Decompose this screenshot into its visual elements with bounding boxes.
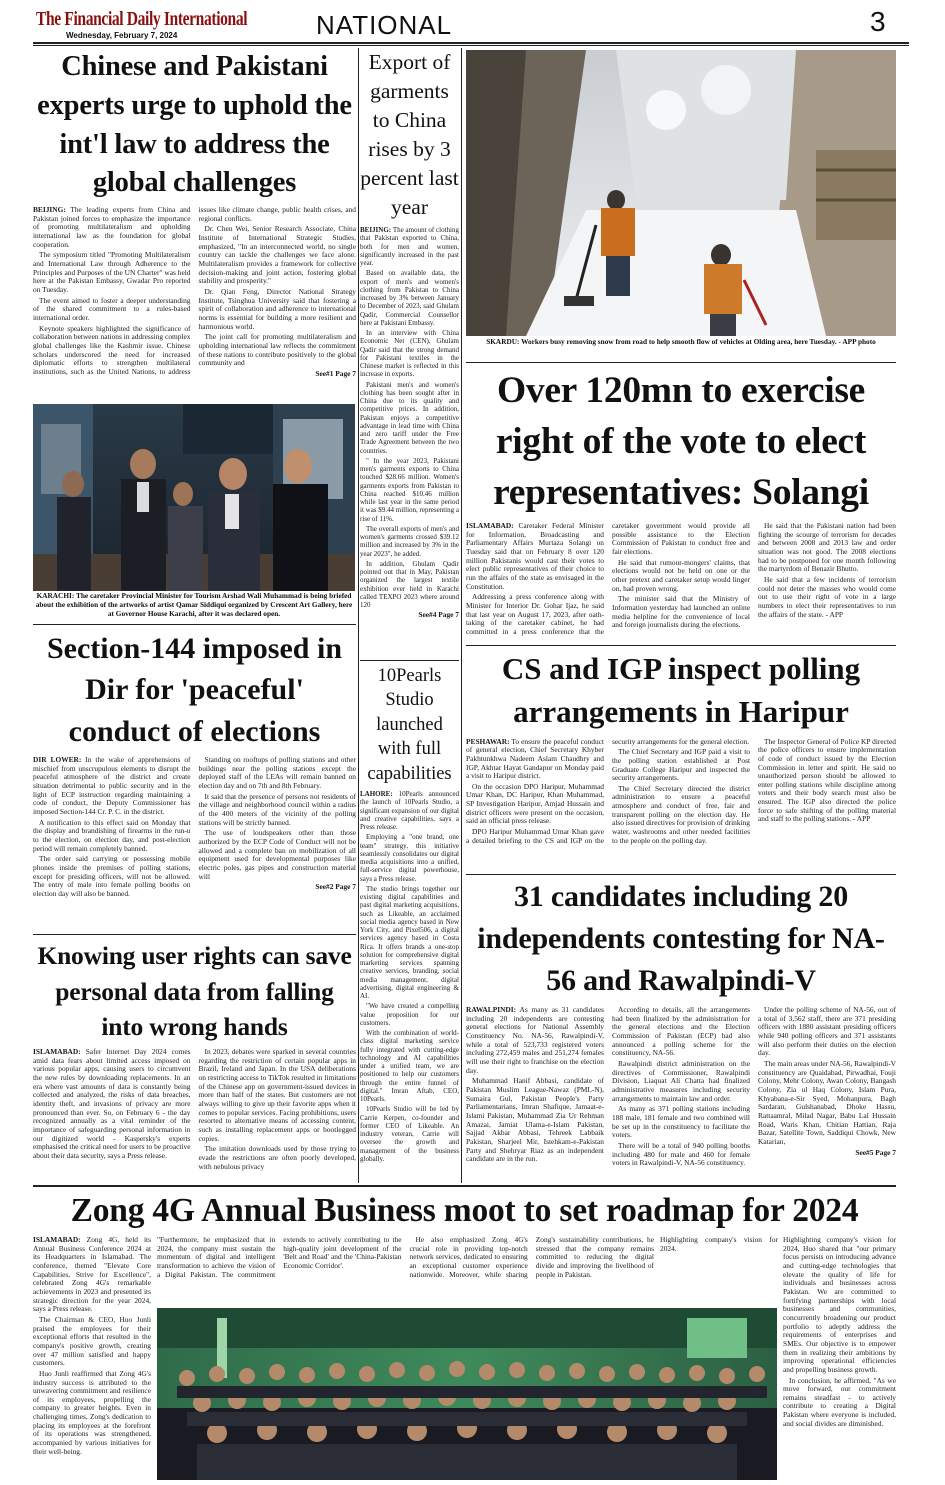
zong-col-1: ISLAMABAD: Zong 4G, held its Annual Business Conference 2024 at its Headquarters in Islamabad. The conference, themed "Elevate Core Capabilities, Strive for Excellence", celebrated Zong 4G's remarkable achievements in 2023 and presented its strategic direction for the year 2024, says a Press release. The Chairman & CEO, Huo Junli praised the employees for their exceptional efforts that resulted in the company's positive growth, creating over 47 million satisfied and happy customers. Huo Junli reaffirmed that Zong 4G's industry success is attributed to the unwavering commitment and resilience of its employees, propelling the company to greater heights. Even in challenging times, Zong's dedication to placing its employees at the forefront of its operations was strengthened, accompanied by various initiatives for their well-being. [33, 1236, 151, 1456]
dateline: ISLAMABAD: [33, 1236, 81, 1244]
headline: 31 candidates including 20 independents contesting for NA-56 and Rawalpindi-V [477, 880, 885, 997]
page-number: 3 [870, 6, 886, 37]
headline: CS and IGP inspect polling arrangements in Haripur [501, 651, 861, 729]
article-body: LAHORE: 10Pearls announced the launch of 10Pearls Studio, a significant expansion of our digital and creative capabilities, says a Press release. Employing a "one brand, one team" strategy, this initiative seamlessly consolidates our digital media acquisitions into a unified, full-service digital powerhouse, says a Press release. The studio brings together our existing digital capabilities and past digital marketing acquisitions, such as Likeable, an acclaimed social media agency based in New York City, and Pixel506, a digital services agency based in Costa Rica. It offers brands a one-stop solution for comprehensive digital marketing services spanning creative services, branding, social media management, digital advertising, digital engineering & AI. "We have created a compelling value proposition for our customers. With the combination of world-class digital marketing service fully integrated with cutting-edge technology and AI capabilities under a unified team, we are positioned to help our customers through the entire funnel of digital." Imran Aftab, CEO, 10Pearls. 10Pearls Studio will be led by Carrie Kerpen, co-founder and former CEO of Likeable. An industry veteran, Carrie will oversee the growth and management of the business globally. [360, 790, 459, 1163]
see-page-link[interactable]: See#2 Page 7 [315, 882, 356, 892]
dateline: ISLAMABAD: [33, 1047, 81, 1057]
article-china-pakistan-experts [33, 48, 356, 398]
headline: 10Pearls Studio launched with full capabilities [367, 666, 452, 784]
zong-col-6: Highlighting company's vision for 2024. [660, 1236, 778, 1253]
dateline: ISLAMABAD: [466, 521, 514, 530]
zong-col-last: Highlighting company's vision for 2024, Huo shared that "our primary focus persists on introducing advance and cutting-edge technologies that elevate the quality of life for individuals and businesses across Pakistan. We are committed to fortifying partnerships with local businesses and communities, concurrently broadening our product portfolio to adeptly address the requirements of enterprises and SMEs. Our objective is to empower them in realizing their ambitions by improving operational efficiencies and propelling business growth. In conclusion, he affirmed, "As we move forward, our commitment remains steadfast - to actively contribute to creating a Digital Pakistan where everyone is included, and social divides are diminished. [783, 1236, 896, 1428]
issue-date: Wednesday, February 7, 2024 [66, 31, 178, 40]
divider [33, 934, 356, 935]
masthead [0, 0, 945, 46]
masthead-rule-thin [33, 45, 909, 46]
headline: Section-144 imposed in Dir for 'peaceful' conduct of elections [46, 632, 343, 748]
article-body: BEIJING: The leading experts from China and Pakistan joined forces to emphasize the importance of promoting multilateralism and upholding international law as the foundation for global cooperation. The symposium titled "Promoting Multilateralism and International Law through Adherence to the Principles and Purposes of the UN Charter" was held here at the Pakistan Embassy, Gwadar Pro reported on Tuesday. The event aimed to foster a deeper understanding of the shared commitment to a rules-based international order. Keynote speakers highlighted the significance of collaboration between nations in addressing complex global challenges like the Kashmir issue. Chinese scholars underscored the need for increased diplomatic efforts to strengthen multilateral institutions, such as the United Nations, to address issues like climate change, public health crises, and regional conflicts. Dr. Chen Wei, Senior Research Associate, China Institute of International Strategic Studies, emphasized, "In an interconnected world, no single country can tackle the challenges we face alone. Multilateralism provides a framework for collective decision-making and joint action, fostering global stability and prosperity." Dr. Qian Feng, Director National Strategy Institute, Tsinghua University said that fostering a spirit of collaboration and adherence to international norms is essential for building a more resilient and harmonious world. The joint call for promoting multilateralism and upholding international law reflects the commitment of these nations to contribute positively to the global community and See#1 Page 7 [33, 205, 356, 378]
article-cs-igp-haripur [466, 648, 896, 870]
snow-photo-image [466, 50, 896, 336]
article-body: RAWALPINDI: As many as 31 candidates including 20 independents are contesting general elections for National Assembly Constituency No. NA-56, Rawalpindi-V, while a total of 523,733 registered voters including 272,459 males and 251,274 females will use their right to franchise on the election day. Muhammad Hanif Abbasi, candidate of Pakistan Muslim League-Nawaz (PML-N), Sumaira Gul, Pakistan People's Party Parliamentarians, Imran Shafique, Jamaat-e-Islami Pakistan, Muhammad Zia Ur Rehman Amazai, Jamiat Ulama-e-Islam Pakistan, Sajjad Akbar Abbasi, Tehreek Labbaik Pakistan, Sharjeel Mir, Istehkam-e-Pakistan Party and Shehryar Riaz as an independent candidate are in the run. According to details, all the arrangements had been finalized by the administration for the general elections and the Election Commission of Pakistan (ECP) had also announced a polling scheme for the constituency, NA-56. Rawalpindi district administration on the directives of Commissioner, Rawalpindi Division, Liaquat Ali Chatta had finalized administrative measures including security arrangements to maintain law and order. As many as 371 polling stations including 188 male, 181 female and two combined will be set up in the constituency to facilitate the voters. There will be a total of 940 polling booths including 480 for male and 460 for female voters in Rawalpindi-V, NA-56 constituency. Under the polling scheme of NA-56, out of a total of 3,562 staff, there are 371 presiding officers with 1880 assistant presiding officers while 940 polling officers and 371 assistants will also perform their duties on the election day. The main areas under NA-56, Rawalpindi-V constituency are Quaidabad, Pirwadhai, Fouji Colony, Mehr Colony, Awan Colony, Bangash Colony, Zia ul Haq Colony, Islam Pura, Khyabana-e-Sir Syed, Mohanpura, Bagh Sardaran, Gulshanabad, Dhoke Hassu, Rattaamral, Milad Nagar, Babu Lal Hussain Road, Waris Khan, Chitian Hattian, Raja Bazar, Satellite Town, Saddiqui Chowk, New Katarian, See#5 Page 7 [466, 1005, 896, 1168]
zong-conference-group-photo [157, 1308, 777, 1480]
article-body: PESHAWAR: To ensure the peaceful conduct of general election, Chief Secretary Khyber Pakhtunkhwa Nadeem Aslam Chaudhry and IGP, Akhtar Hayat Gandapur on Monday paid a visit to Haripur district. On the occasion DPO Haripur, Muhammad Umar Khan, DC Haripur, Khan Muhammad, SP Investigation Haripur, Amjad Hussain and district officers were present on the occasion, said an official press release. DPO Haripur Muhammad Umar Khan gave a detailed briefing to the CS and IGP on the security arrangements for the general election. The Chief Secretary and IGP paid a visit to the polling station established at Post Graduate College Haripur and inspected the security arrangements. The Chief Secretary directed the district administration to ensure a peaceful atmosphere and conduct of free, fair and transparent polling on the election day. He also issued directives for provision of drinking water, washrooms and other needed facilities to the people on the polling day. The Inspector General of Police KP directed the police officers to ensure implementation of code of conduct issued by the Election Commission in letter and spirit. He said no unauthorized person should be allowed to enter polling stations while discipline among voters and their body search must also be ensured. The IGP also directed the police force to safe shifting of the polling material and staff to the polling stations. - APP [466, 736, 896, 845]
article-body: ISLAMABAD: Caretaker Federal Minister for Information, Broadcasting and Parliamentary Affairs Murtaza Solangi on Tuesday said that on February 8 over 120 million Pakistanis would cast their votes to elect public representatives of their choice to run the affairs of the state as envisaged in the Constitution. Addressing a press conference along with Minister for Interior Dr. Gohar Ijaz, he said that last year on August 17, 2023, after oath-taking of the caretaker cabinet, he had committed in a press conference that the caretaker government would provide all possible assistance to the Election Commission of Pakistan to conduct free and fair elections. He said that rumour-mongers' claims, that elections would not be held on one or the other pretext and caretaker setup would linger on, had proven wrong. The minister said that the Ministry of Information yesterday had launched an online media helpline for the convenience of local and foreign journalists during the elections. He said that the Pakistani nation had been fighting the scourge of terrorism for decades and between 2008 and 2013 law and order situation was not good. The 2008 elections had to be postponed for one month following the martyrdom of Benazir Bhutto. He said that a few incidents of terrorism could not deter the masses who would come out to use their right of vote in a large numbers to elect their representatives to run the affairs of the state. - APP [466, 521, 896, 636]
article-body: BEIJING: The amount of clothing that Pakistan exported to China, both for men and women, significantly increased in the past year. Based on available data, the export of men's and women's clothing from Pakistan to China increased by 3% between January to December of 2023, said Ghulam Qadir, Commercial Counsellor here at Pakistani Embassy. In an interview with China Economic Net (CEN), Ghulam Qadir said that the strong demand for Pakistani textiles in the Chinese market is reflected in this increase in exports. Pakistani men's and women's clothing has been sought after in China due to its quality and competitive prices. In addition, Pakistan enjoys a competitive advantage in lead time with China and zero tariff under the Free Trade Agreement between the two countries. " In the year 2023, Pakistani men's garments exports to China touched $28.66 million. Women's garments exports from Pakistan to China reached $10.46 million while last year in the same period it was $9.44 million, representing a rise of 11%. The overall exports of men's and women's garments crossed $39.12 million and increased by 3% in the year 2023", he added. In addition, Ghulam Qadir pointed out that in May, Pakistan organized the largest textile exhibition ever held in Karachi called TEXPO 2023 where around 120 See#4 Page 7 [360, 226, 459, 620]
article-garments-export [360, 48, 459, 660]
zong-cols-top: "Furthermore, he emphasized that in 2024, the company must sustain the momentum of digital and intelligent transformation to achieve the vision of a Digital Pakistan. The commitment extends to actively contributing to the high-quality joint development of the 'Belt and Road' and the 'China-Pakistan Economic Corridor'. He also emphasized Zong 4G's crucial role in providing top-notch network services, dedicated to ensuring an exceptional customer experience nationwide. Moreover, while sharing Zong's sustainability contributions, he stressed that the company remains committed to reducing the digital divide and improving the livelihood of people in Pakistan. [157, 1236, 654, 1279]
divider [466, 645, 896, 646]
section-name: NATIONAL [316, 10, 453, 40]
headline: Chinese and Pakistani experts urge to uphold the int'l law to address the global challenges [37, 51, 352, 199]
dateline: RAWALPINDI: [466, 1005, 517, 1014]
dateline: DIR LOWER: [33, 755, 82, 765]
article-body: DIR LOWER: In the wake of apprehensions of mischief from unscrupulous elements to disrupt the peaceful atmosphere of the district and create situation detrimental to public security and in the light of ECP instruction regarding maintaining a code of conduct, the Deputy Commissioner has imposed Section-144 Cr. P. C. in the district. A notification to this effect said on Monday that the display and brandishing of firearms in the run-u to the election, on election day, and post-election period will remain completely banned. The order said carrying or possessing mobile phones inside the premises of polling stations, except for presiding officers, will not be allowed. The entry of male into female polling booths on election day will also be banned. Standing on rooftops of polling stations and other buildings near the polling stations except the deployed staff of the LEAs will remain banned on election day and on 7th and 8th February. It said that the presence of persons not residents of the village and neighborhood council within a radius of the 400 meters of the vicinity of the polling stations will be strictly banned. The use of loudspeakers other than those authorized by the ECP Code of Conduct will not be allowed and a complete ban on mobilization of all equipment used for developmental purposes like electric poles, gas pipes and construction material will See#2 Page 7 [33, 755, 356, 899]
divider [466, 362, 896, 363]
karachi-photo-caption: KARACHI: The caretaker Provincial Minister for Tourism Arshad Wali Muhammad is being briefed about the exhibition of the artworks of artist Qamar Siddiqui organized by Crescent Art Gallery, here at Governor House Karachi, after it was declared open. [35, 591, 353, 618]
article-na56-candidates [466, 876, 896, 1184]
see-page-link[interactable]: See#1 Page 7 [315, 368, 356, 378]
dateline: PESHAWAR: [466, 736, 510, 746]
divider [360, 660, 459, 661]
headline: Knowing user rights can save personal data from falling into wrong hands [37, 941, 352, 1042]
headline: Export of garments to China rises by 3 percent last year [360, 50, 459, 220]
dateline: BEIJING: [360, 226, 392, 235]
headline: Zong 4G Annual Business moot to set roadmap for 2024 [70, 1192, 859, 1229]
article-section-144-dir [33, 628, 356, 932]
gallery-photo-image [33, 404, 355, 591]
see-page-link[interactable]: See#5 Page 7 [855, 1147, 896, 1157]
dateline: BEIJING: [33, 205, 66, 214]
divider [33, 1185, 896, 1187]
karachi-art-gallery-photo [33, 404, 355, 591]
group-photo-image [157, 1308, 777, 1480]
column-rule [358, 48, 359, 1183]
article-solangi-vote [466, 365, 896, 643]
headline: Over 120mn to exercise right of the vote to elect representatives: Solangi [493, 370, 869, 513]
skardu-photo-caption: SKARDU: Workers busy removing snow from road to help smooth flow of vehicles at Olding area, here Tuesday. - APP photo [486, 337, 876, 346]
see-page-link[interactable]: See#4 Page 7 [418, 610, 459, 620]
article-10pearls-studio [360, 664, 459, 1184]
masthead-rule [33, 42, 909, 44]
divider [466, 874, 896, 875]
divider [33, 624, 356, 625]
article-body: ISLAMABAD: Safer Internet Day 2024 comes amid data fears about limited access imposed on various popular apps, causing users to circumvent the new rules by downloading replacements. In an era where vast amounts of data is constantly being collected and analyzed, the risks of data breaches, identity theft, and invasions of privacy are more pronounced than ever. So, on February 6 - the day recognized annually as a vital reminder of the importance of safeguarding personal information in our digitized world - Kaspersky's experts emphasised the critical need for users to be proactive about their data security, says a Press release. In 2023, debates were sparked in several countries regarding the restriction of certain popular apps in Brazil, Ireland and Japan. In the USA deliberations on restricting access to TikTok resulted in limitations of the Chinese app on government-issued devices in more than half of the states. But customers are not always willing to give up their favorite apps when it comes to popular services. Facing prohibitions, users resorted to alternative means of accessing content, such as installing replacement apps or bootlegged copies. The imitation downloads used by those trying to evade the restrictions are often poorly developed, with nebulous privacy [33, 1047, 356, 1171]
column-rule [461, 48, 462, 1183]
article-user-rights-data [33, 938, 356, 1184]
skardu-snow-photo [466, 50, 896, 336]
dateline: LAHORE: [360, 790, 393, 799]
paper-name: The Financial Daily International [36, 8, 248, 30]
